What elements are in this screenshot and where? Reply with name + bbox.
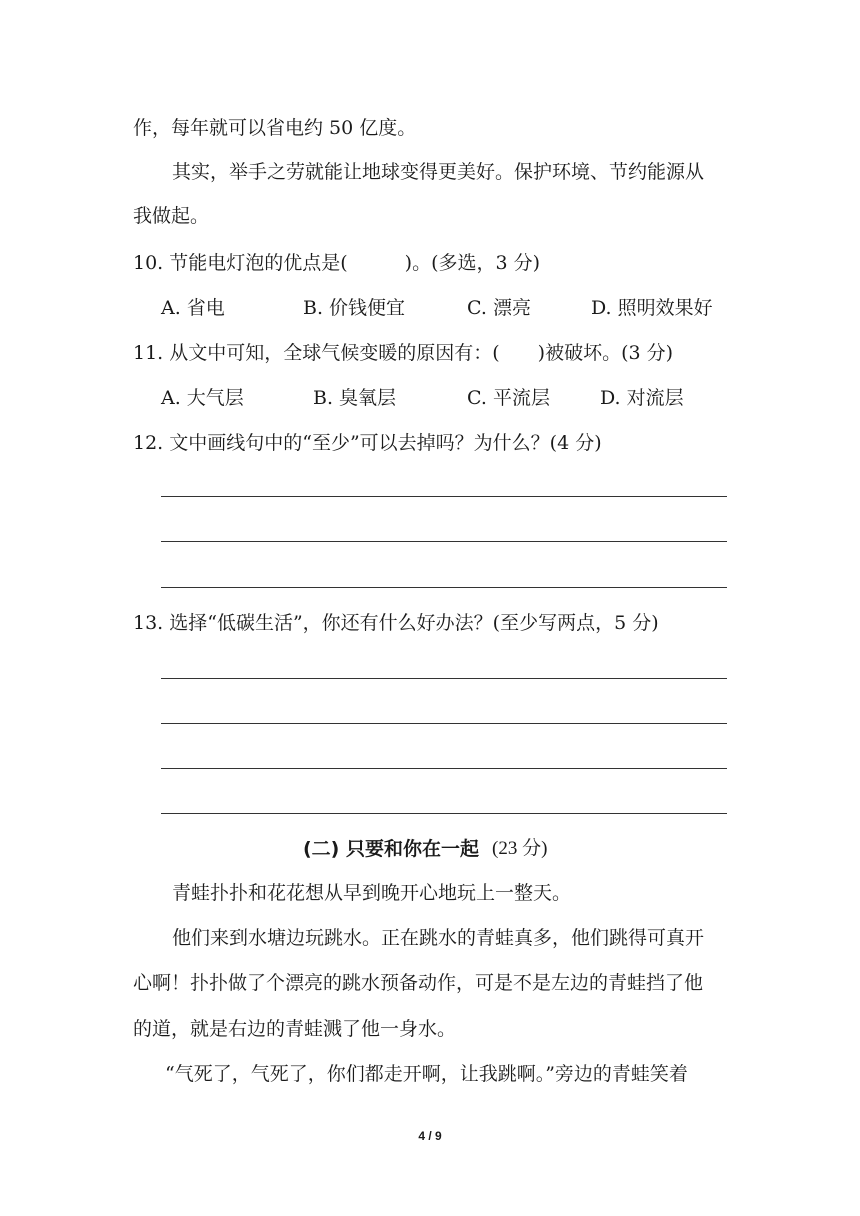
page-number: 4 / 9 bbox=[418, 1129, 442, 1143]
question-stem: 12. 文中画线句中的“至少”可以去掉吗？为什么？(4 分) bbox=[133, 432, 602, 454]
answer-line[interactable] bbox=[161, 541, 727, 542]
option-a: A. 大气层 bbox=[161, 387, 244, 409]
section-score: (23 分) bbox=[492, 838, 548, 859]
passage-line: 作，每年就可以省电约 50 亿度。 bbox=[133, 117, 417, 139]
passage-line: 其实，举手之劳就能让地球变得更美好。保护环境、节约能源从 bbox=[172, 161, 705, 183]
answer-line[interactable] bbox=[161, 768, 727, 769]
passage-line: 我做起。 bbox=[133, 205, 210, 227]
question-stem: 11. 从文中可知，全球气候变暖的原因有：( )被破坏。(3 分) bbox=[133, 342, 674, 364]
option-d: D. 照明效果好 bbox=[591, 297, 713, 319]
passage-line: 青蛙扑扑和花花想从早到晚开心地玩上一整天。 bbox=[172, 882, 572, 904]
answer-line[interactable] bbox=[161, 723, 727, 724]
option-a: A. 省电 bbox=[161, 297, 225, 319]
answer-line[interactable] bbox=[161, 496, 727, 497]
section-title: (二) 只要和你在一起 bbox=[303, 838, 479, 860]
answer-line[interactable] bbox=[161, 678, 727, 679]
question-stem: 13. 选择“低碳生活”，你还有什么好办法？(至少写两点，5 分) bbox=[133, 612, 659, 634]
option-b: B. 臭氧层 bbox=[313, 387, 397, 409]
option-d: D. 对流层 bbox=[600, 387, 684, 409]
answer-line[interactable] bbox=[161, 813, 727, 814]
passage-line: 心啊！扑扑做了个漂亮的跳水预备动作，可是不是左边的青蛙挡了他 bbox=[133, 972, 704, 994]
passage-line: 他们来到水塘边玩跳水。正在跳水的青蛙真多，他们跳得可真开 bbox=[172, 927, 705, 949]
option-c: C. 漂亮 bbox=[467, 297, 531, 319]
question-stem: 10. 节能电灯泡的优点是( )。(多选，3 分) bbox=[133, 252, 541, 274]
answer-line[interactable] bbox=[161, 587, 727, 588]
option-b: B. 价钱便宜 bbox=[303, 297, 406, 319]
passage-line: “气死了，气死了，你们都走开啊，让我跳啊。”旁边的青蛙笑着 bbox=[165, 1063, 688, 1085]
passage-line: 的道，就是右边的青蛙溅了他一身水。 bbox=[133, 1018, 457, 1040]
option-c: C. 平流层 bbox=[467, 387, 550, 409]
